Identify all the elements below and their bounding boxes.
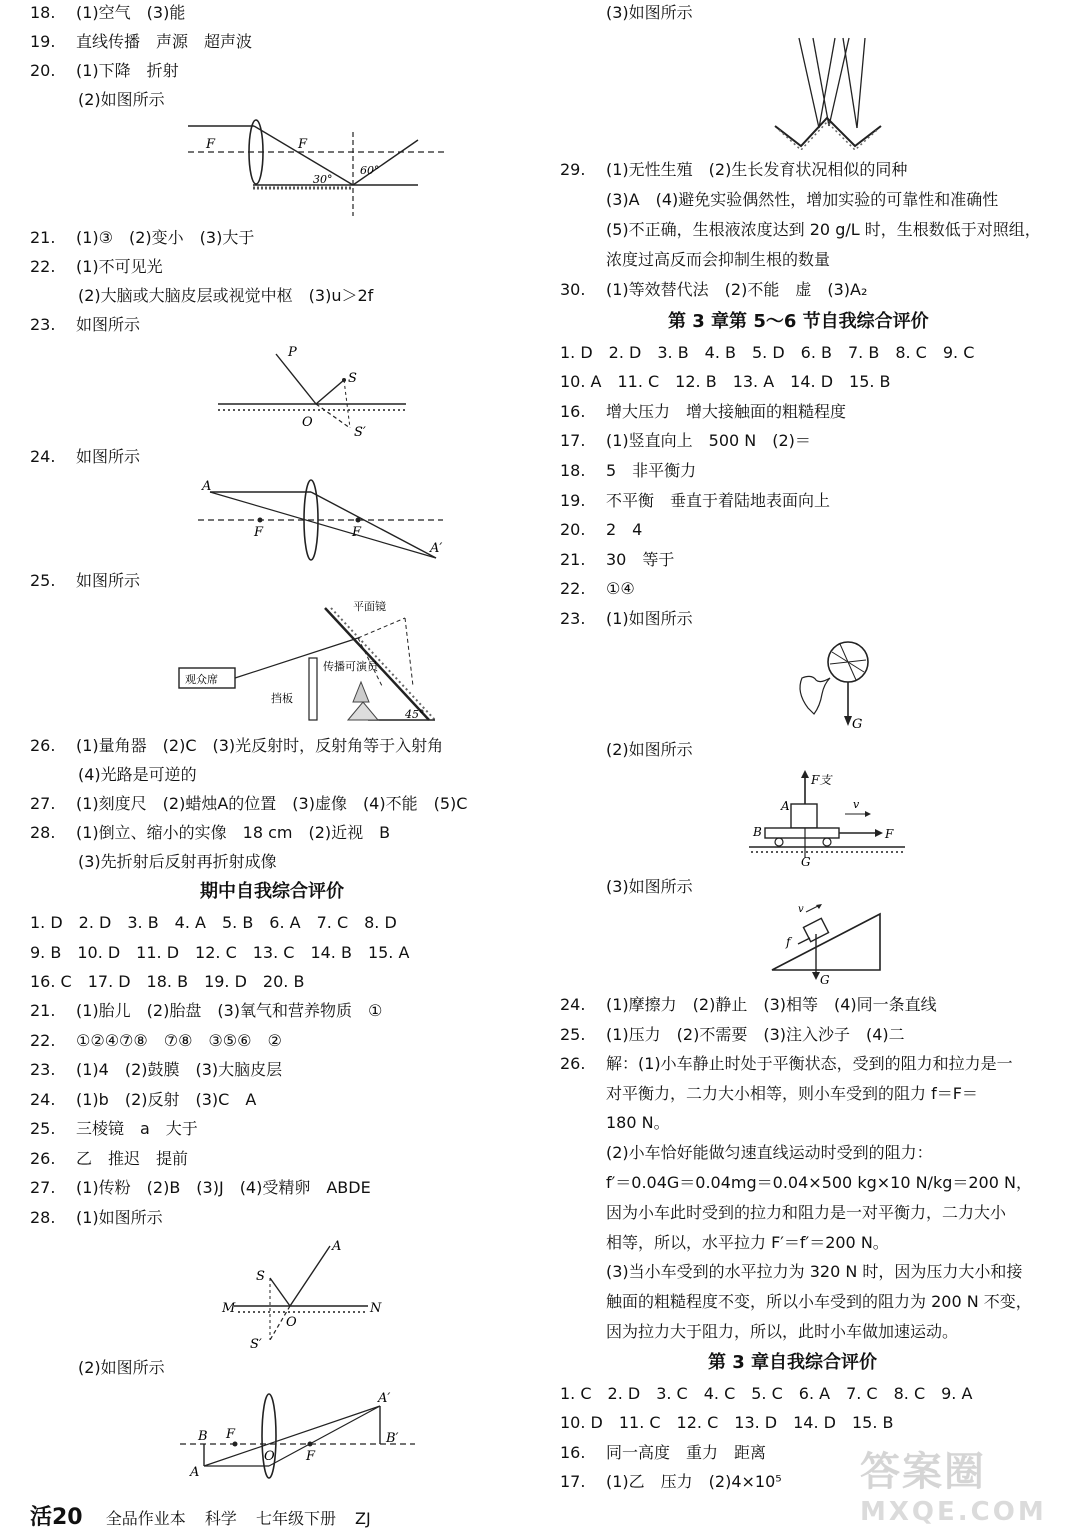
figs23c-label-f: f [786, 935, 791, 949]
ch3-5-6-answer-16: 16. 增大压力 增大接触面的粗糙程度 [560, 402, 847, 421]
ch3-answer-17: 17. (1)乙 压力 (2)4×10⁵ [560, 1472, 782, 1491]
answer-26-line7: 相等，所以，水平拉力 F′＝f′＝200 N。 [606, 1233, 889, 1252]
answer-28-part3: (3)如图所示 [606, 3, 693, 22]
midterm-answer-27: 27. (1)传粉 (2)B (3)J (4)受精卵 ABDE [30, 1178, 371, 1197]
ch3-5-6-answer-23-part3: (3)如图所示 [606, 877, 693, 896]
fig20-angle-60: 60° [360, 164, 380, 177]
fig25-label-mirror: 平面镜 [353, 600, 386, 613]
figs23b-label-b: B [753, 825, 762, 839]
fig25-label-board: 挡板 [271, 692, 293, 705]
figm28b-focus-left: F [226, 1427, 236, 1442]
figm28-label-a: A [332, 1239, 342, 1254]
figs23b-label-f: F [885, 827, 894, 841]
page-footer [30, 1500, 385, 1531]
figs23-label-g: G [852, 717, 863, 732]
answer-29-part3: (5)不正确，生根液浓度达到 20 g/L 时，生根数低于对照组， [606, 220, 1041, 239]
ch3-5-6-answer-21: 21. 30 等于 [560, 550, 675, 569]
section-title-ch3: 第 3 章自我综合评价 [708, 1352, 878, 1373]
figm28b-label-o: O [264, 1449, 275, 1464]
midterm-choice-row-2: 9. B 10. D 11. D 12. C 13. C 14. B 15. A [30, 943, 410, 962]
fig25-label-stage: 传播可演员 [323, 660, 378, 673]
answer-26-part2: (4)光路是可逆的 [78, 765, 197, 784]
figm28b-label-a-prime: A′ [378, 1391, 391, 1406]
ch3-5-6-answer-18: 18. 5 非平衡力 [560, 461, 697, 480]
figure-midterm-28-reflection [220, 1236, 390, 1354]
answer-28-part2: (3)先折射后反射再折射成像 [78, 852, 277, 871]
figs23b-label-g: G [801, 855, 811, 868]
fig20-focus-right: F [298, 137, 308, 152]
answer-22-part2: (2)大脑或大脑皮层或视觉中枢 (3)u＞2f [78, 286, 374, 305]
watermark-line2: MXQE.COM [860, 1497, 1047, 1527]
midterm-answer-23: 23. (1)4 (2)鼓膜 (3)大脑皮层 [30, 1060, 283, 1079]
answer-26-line6: 因为小车此时受到的拉力和阻力是一对平衡力，二力大小 [606, 1203, 1007, 1222]
fig23-label-o: O [302, 415, 313, 430]
fig23-label-s-prime: S′ [354, 425, 366, 440]
figure-24-lens [198, 474, 448, 566]
answer-20-part2: (2)如图所示 [78, 90, 165, 109]
section-title-midterm: 期中自我综合评价 [200, 881, 344, 902]
midterm-answer-28: 28. (1)如图所示 [30, 1208, 163, 1227]
footer-grade: 七年级下册 [255, 1509, 336, 1528]
fig24-focus-left: F [254, 525, 264, 540]
answer-29-part2: (3)A (4)避免实验偶然性，增加实验的可靠性和准确性 [606, 190, 999, 209]
figm28b-label-b: B [198, 1429, 208, 1444]
answer-18: 18. (1)空气 (3)能 [30, 3, 186, 22]
answer-27: 27. (1)刻度尺 (2)蜡烛A的位置 (3)虚像 (4)不能 (5)C [30, 794, 468, 813]
ch3-choice-row-2: 10. D 11. C 12. C 13. D 14. D 15. B [560, 1413, 894, 1432]
answer-28: 28. (1)倒立、缩小的实像 18 cm (2)近视 B [30, 823, 391, 842]
answer-19: 19. 直线传播 声源 超声波 [30, 32, 253, 51]
answer-26-line9: 触面的粗糙程度不变，所以小车受到的阻力为 200 N 不变， [606, 1292, 1032, 1311]
figm28-label-s-prime: S′ [250, 1337, 262, 1352]
midterm-choice-row-3: 16. C 17. D 18. B 19. D 20. B [30, 972, 305, 991]
figure-20-refraction [188, 112, 458, 217]
section-title-ch3-5-6: 第 3 章第 5～6 节自我综合评价 [668, 311, 929, 332]
fig24-focus-right: F [352, 525, 362, 540]
answer-26-line2: 对平衡力，二力大小相等，则小车受到的阻力 f＝F＝ [606, 1084, 978, 1103]
footer-edition: ZJ [355, 1509, 371, 1528]
ch3-5-6-answer-20: 20. 2 4 [560, 520, 643, 539]
ch3-5-6-answer-26: 26. 解：(1)小车静止时处于平衡状态，受到的阻力和拉力是一 [560, 1054, 1013, 1073]
figm28-label-s: S [256, 1269, 265, 1284]
ch3-5-6-answer-24: 24. (1)摩擦力 (2)静止 (3)相等 (4)同一条直线 [560, 995, 937, 1014]
midterm-answer-26: 26. 乙 推迟 提前 [30, 1149, 189, 1168]
figs23b-label-a: A [781, 799, 790, 813]
figure-25-stage [173, 598, 473, 728]
fig25-angle-45: 45° [405, 708, 425, 721]
ch3-answer-16: 16. 同一高度 重力 距离 [560, 1443, 767, 1462]
answer-24: 24. 如图所示 [30, 447, 141, 466]
ch3-5-6-answer-23: 23. (1)如图所示 [560, 609, 693, 628]
figure-s23-fan [790, 640, 890, 736]
ch3-5-6-choice-row-1: 1. D 2. D 3. B 4. B 5. D 6. B 7. B 8. C 9. C [560, 343, 975, 362]
figure-23-reflection [216, 342, 416, 442]
figm28-label-n: N [370, 1301, 382, 1316]
fig20-angle-30: 30° [313, 173, 333, 186]
figm28b-focus-right: F [306, 1449, 316, 1464]
ch3-5-6-answer-17: 17. (1)竖直向上 500 N (2)＝ [560, 431, 811, 450]
figm28-label-o: O [286, 1315, 297, 1330]
ch3-5-6-answer-23-part2: (2)如图所示 [606, 740, 693, 759]
figure-28-reflection-v [765, 34, 895, 150]
midterm-answer-25: 25. 三棱镜 a 大于 [30, 1119, 198, 1138]
midterm-answer-21: 21. (1)胎儿 (2)胎盘 (3)氧气和营养物质 ① [30, 1001, 383, 1020]
answer-26-line4: (2)小车恰好能做匀速直线运动时受到的阻力： [606, 1143, 933, 1162]
ch3-5-6-answer-19: 19. 不平衡 垂直于着陆地表面向上 [560, 491, 831, 510]
fig24-label-a-prime: A′ [430, 541, 443, 556]
figs23b-label-fn: F支 [811, 773, 832, 787]
ch3-5-6-choice-row-2: 10. A 11. C 12. B 13. A 14. D 15. B [560, 372, 891, 391]
figure-s23-cart [745, 768, 915, 868]
figs23c-label-v: v [798, 904, 804, 915]
fig23-label-p: P [288, 345, 297, 360]
answer-26-line10: 因为拉力大于阻力，所以，此时小车做加速运动。 [606, 1322, 959, 1341]
figm28-label-m: M [222, 1301, 236, 1316]
answer-20: 20. (1)下降 折射 [30, 61, 179, 80]
answer-29: 29. (1)无性生殖 (2)生长发育状况相似的同种 [560, 160, 908, 179]
midterm-answer-24: 24. (1)b (2)反射 (3)C A [30, 1090, 257, 1109]
answer-26-line5: f′＝0.04G＝0.04mg＝0.04×500 kg×10 N/kg＝200 N， [606, 1173, 1032, 1192]
figm28b-label-a: A [190, 1465, 200, 1480]
fig25-label-viewer: 观众席 [185, 673, 218, 686]
fig20-focus-left: F [206, 137, 216, 152]
watermark-line1: 答案圈 [860, 1449, 986, 1495]
figm28b-label-b-prime: B′ [386, 1431, 399, 1446]
figs23c-label-g: G [820, 973, 830, 987]
watermark [860, 1440, 1060, 1530]
answer-26-line8: (3)当小车受到的水平拉力为 320 N 时，因为压力大小和接 [606, 1262, 1023, 1281]
fig23-label-s: S [348, 371, 357, 386]
footer-subject: 科学 [204, 1509, 237, 1528]
answer-23: 23. 如图所示 [30, 315, 141, 334]
figs23b-label-v: v [853, 798, 860, 811]
answer-26: 26. (1)量角器 (2)C (3)光反射时，反射角等于入射角 [30, 736, 444, 755]
footer-book: 全品作业本 [105, 1509, 186, 1528]
answer-26-line3: 180 N。 [606, 1113, 670, 1132]
answer-25: 25. 如图所示 [30, 571, 141, 590]
answer-21: 21. (1)③ (2)变小 (3)大于 [30, 228, 255, 247]
fig24-label-a: A [202, 479, 212, 494]
midterm-answer-28-part2: (2)如图所示 [78, 1358, 165, 1377]
page-badge: 活20 [30, 1505, 83, 1530]
ch3-5-6-answer-25: 25. (1)压力 (2)不需要 (3)注入沙子 (4)二 [560, 1025, 905, 1044]
ch3-choice-row-1: 1. C 2. D 3. C 4. C 5. C 6. A 7. C 8. C 9. A [560, 1384, 973, 1403]
midterm-choice-row-1: 1. D 2. D 3. B 4. A 5. B 6. A 7. C 8. D [30, 913, 397, 932]
figure-midterm-28-lens [180, 1386, 420, 1482]
answer-29-part4: 浓度过高反而会抑制生根的数量 [606, 250, 831, 269]
figure-s23-slope [770, 904, 885, 990]
midterm-answer-22: 22. ①②④⑦⑧ ⑦⑧ ③⑤⑥ ② [30, 1031, 282, 1050]
ch3-5-6-answer-22: 22. ①④ [560, 579, 635, 598]
answer-22: 22. (1)不可见光 [30, 257, 163, 276]
answer-30: 30. (1)等效替代法 (2)不能 虚 (3)A₂ [560, 280, 868, 299]
